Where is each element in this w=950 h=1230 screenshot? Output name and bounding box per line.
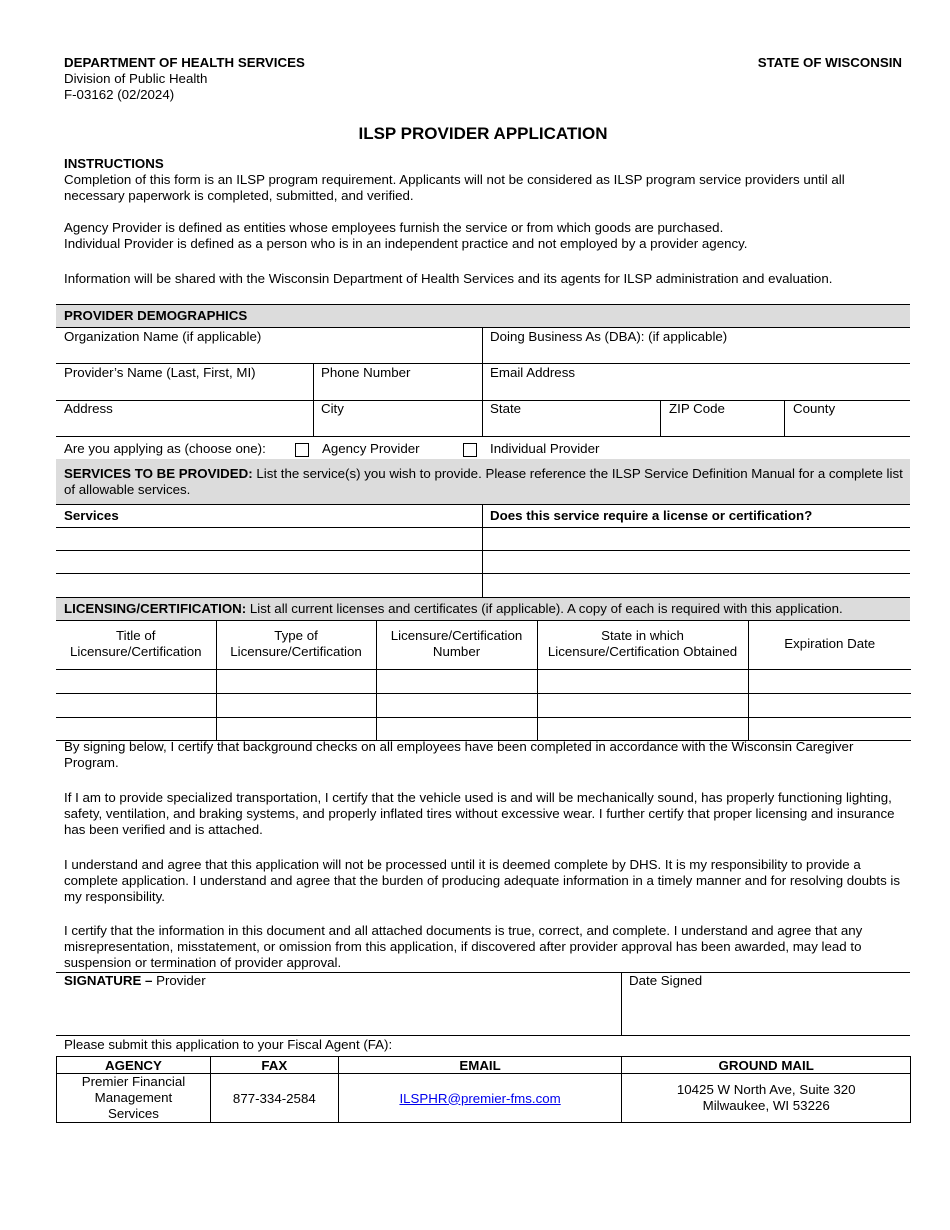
signature-provider-label: Provider bbox=[152, 973, 206, 988]
license-expiration-input[interactable] bbox=[748, 669, 911, 693]
agency-provider-checkbox[interactable] bbox=[295, 443, 309, 457]
signature-section bbox=[56, 972, 910, 1036]
license-type-input[interactable] bbox=[216, 717, 376, 740]
license-type-input[interactable] bbox=[216, 693, 376, 717]
individual-provider-definition: Individual Provider is defined as a person who is in an independent practice and not employed by a provider agency. bbox=[64, 236, 748, 251]
email-column-header: EMAIL bbox=[338, 1057, 622, 1074]
individual-provider-label: Individual Provider bbox=[490, 441, 600, 456]
state-name: STATE OF WISCONSIN bbox=[757, 55, 902, 70]
page-title: ILSP PROVIDER APPLICATION bbox=[358, 124, 608, 143]
licensing-heading: LICENSING/CERTIFICATION: bbox=[64, 601, 247, 616]
city-field[interactable] bbox=[314, 401, 483, 437]
license-expiration-input[interactable] bbox=[748, 693, 911, 717]
agency-column-header: AGENCY bbox=[57, 1057, 211, 1074]
demographics-section bbox=[56, 304, 910, 460]
fiscal-agent-table bbox=[56, 1056, 911, 1123]
service-input-2[interactable] bbox=[56, 551, 482, 573]
license-title-input[interactable] bbox=[56, 693, 216, 717]
license-state-input[interactable] bbox=[537, 693, 748, 717]
licensing-table bbox=[56, 620, 911, 741]
division-name: Division of Public Health bbox=[64, 71, 208, 86]
services-table bbox=[56, 505, 910, 597]
fiscal-agent-header-row bbox=[57, 1057, 911, 1074]
address-field[interactable] bbox=[56, 401, 314, 437]
county-field[interactable] bbox=[785, 401, 910, 437]
service-input-3[interactable] bbox=[56, 574, 482, 597]
state-field[interactable] bbox=[483, 401, 661, 437]
provider-name-field[interactable] bbox=[56, 364, 314, 401]
information-sharing-notice: Information will be shared with the Wisconsin Department of Health Services and its agents for ILSP administration and evaluation. bbox=[64, 271, 833, 286]
table-row bbox=[56, 717, 911, 740]
email-link[interactable]: ILSPHR@premier-fms.com bbox=[399, 1090, 561, 1106]
state-label: State bbox=[490, 401, 522, 416]
date-signed-field[interactable] bbox=[622, 973, 910, 1035]
licensing-header-row bbox=[56, 620, 911, 669]
service-input-1[interactable] bbox=[56, 528, 482, 550]
individual-provider-checkbox[interactable] bbox=[463, 443, 477, 457]
license-state-input[interactable] bbox=[537, 669, 748, 693]
background-check-certification: By signing below, I certify that background checks on all employees have been completed in accordance with the Wisconsin Caregiver Program. bbox=[64, 739, 854, 770]
dba-label: Doing Business As (DBA): (if applicable) bbox=[490, 329, 728, 344]
table-row bbox=[56, 669, 911, 693]
mail-column-header: GROUND MAIL bbox=[622, 1057, 911, 1074]
license-number-input[interactable] bbox=[376, 693, 537, 717]
mail-address-line-2: Milwaukee, WI 53226 bbox=[702, 1098, 830, 1113]
submit-instruction: Please submit this application to your Fiscal Agent (FA): bbox=[64, 1037, 393, 1052]
license-required-input-1[interactable] bbox=[483, 528, 910, 550]
phone-label: Phone Number bbox=[321, 365, 411, 380]
form-number: F-03162 (02/2024) bbox=[64, 87, 175, 102]
city-label: City bbox=[321, 401, 344, 416]
demographics-heading: PROVIDER DEMOGRAPHICS bbox=[64, 308, 248, 323]
license-number-input[interactable] bbox=[376, 669, 537, 693]
license-title-input[interactable] bbox=[56, 717, 216, 740]
phone-field[interactable] bbox=[314, 364, 483, 401]
license-number-input[interactable] bbox=[376, 717, 537, 740]
number-column-header: Licensure/Certification Number bbox=[376, 620, 537, 669]
agency-provider-label: Agency Provider bbox=[322, 441, 420, 456]
department-name: DEPARTMENT OF HEALTH SERVICES bbox=[64, 55, 305, 70]
fax-number: 877-334-2584 bbox=[210, 1074, 338, 1123]
ground-mail-address bbox=[622, 1074, 911, 1123]
license-type-input[interactable] bbox=[216, 669, 376, 693]
table-row bbox=[56, 693, 911, 717]
instructions-heading: INSTRUCTIONS bbox=[64, 156, 164, 171]
date-signed-label: Date Signed bbox=[629, 973, 703, 988]
mail-address-line-1: 10425 W North Ave, Suite 320 bbox=[676, 1082, 856, 1097]
signature-label: SIGNATURE – bbox=[64, 973, 153, 988]
services-header bbox=[56, 459, 910, 505]
licensing-header bbox=[56, 597, 910, 621]
license-state-input[interactable] bbox=[537, 717, 748, 740]
table-row bbox=[57, 1074, 911, 1123]
license-expiration-input[interactable] bbox=[748, 717, 911, 740]
services-column-header: Services bbox=[64, 508, 119, 523]
provider-name-label: Provider’s Name (Last, First, MI) bbox=[64, 365, 256, 380]
services-description: List the service(s) you wish to provide. Please reference the ILSP Service Definition Manual for a complete list of allowable services. bbox=[64, 466, 903, 497]
expiration-column-header: Expiration Date bbox=[748, 620, 911, 669]
org-name-field[interactable] bbox=[56, 328, 483, 364]
email-field[interactable] bbox=[483, 364, 910, 401]
title-column-header: Title of Licensure/Certification bbox=[56, 620, 216, 669]
dba-field[interactable] bbox=[483, 328, 910, 364]
org-name-label: Organization Name (if applicable) bbox=[64, 329, 262, 344]
truthfulness-certification: I certify that the information in this document and all attached documents is true, correct, and complete. I understand and agree that any misrepresentation, misstatement, or omission from this application, if discovered after provider approval has been awarded, may lead to suspension or termination of provider approval. bbox=[64, 923, 863, 970]
zip-field[interactable] bbox=[661, 401, 785, 437]
address-label: Address bbox=[64, 401, 113, 416]
signature-field[interactable] bbox=[56, 973, 622, 1035]
license-title-input[interactable] bbox=[56, 669, 216, 693]
completeness-agreement: I understand and agree that this application will not be processed until it is deemed complete by DHS. It is my responsibility to provide a complete application. I understand and agree that the burden of producing adequate information in a timely manner and for resolving doubts is my responsibility. bbox=[64, 857, 901, 904]
agency-name: Premier Financial Management Services bbox=[57, 1074, 211, 1123]
state-obtained-column-header: State in which Licensure/Certification Obtained bbox=[537, 620, 748, 669]
fax-column-header: FAX bbox=[210, 1057, 338, 1074]
license-required-input-2[interactable] bbox=[483, 551, 910, 573]
zip-label: ZIP Code bbox=[669, 401, 725, 416]
email-label: Email Address bbox=[490, 365, 575, 380]
demographics-header bbox=[56, 305, 910, 328]
agency-provider-definition: Agency Provider is defined as entities whose employees furnish the service or from which goods are purchased. bbox=[64, 220, 724, 235]
county-label: County bbox=[793, 401, 836, 416]
services-heading: SERVICES TO BE PROVIDED: bbox=[64, 466, 253, 481]
applying-as-label: Are you applying as (choose one): bbox=[64, 441, 266, 456]
license-required-input-3[interactable] bbox=[483, 574, 910, 597]
license-required-column-header: Does this service require a license or certification? bbox=[490, 508, 813, 523]
licensing-description: List all current licenses and certificates (if applicable). A copy of each is required with this application. bbox=[246, 601, 843, 616]
type-column-header: Type of Licensure/Certification bbox=[216, 620, 376, 669]
transportation-certification: If I am to provide specialized transportation, I certify that the vehicle used is and will be mechanically sound, has properly functioning lighting, safety, ventilation, and braking systems, and properly inflated tires without excessive wear. I further certify that proper licensing and insurance has been verified and is attached. bbox=[64, 790, 895, 837]
instructions-paragraph: Completion of this form is an ILSP program requirement. Applicants will not be considered as ILSP program service providers until all necessary paperwork is completed, submitted, and verified. bbox=[64, 172, 845, 203]
